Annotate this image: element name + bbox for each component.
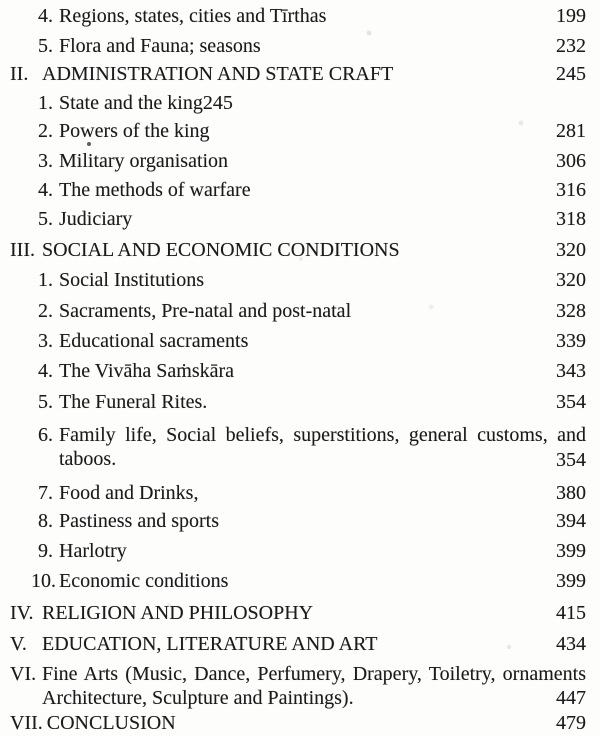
- entry-number: 8.: [38, 510, 53, 532]
- entry-page: 447: [556, 687, 586, 709]
- entry-page: 394: [556, 510, 586, 532]
- entry-number: 3.: [38, 150, 53, 172]
- entry-label: Flora and Fauna; seasons: [59, 35, 261, 57]
- entry-number: V.: [10, 633, 27, 655]
- entry-label: Economic conditions: [59, 570, 229, 592]
- entry-label: Powers of the king: [59, 120, 210, 142]
- entry-label: Food and Drinks,: [59, 482, 199, 504]
- entry-label: Judiciary: [59, 208, 133, 230]
- entry-number: 5.: [38, 208, 53, 230]
- toc-section-entry: [10, 238, 586, 262]
- toc-section-entry: [10, 601, 586, 625]
- toc-section-entry: [10, 62, 586, 86]
- entry-label-line2: Architecture, Sculpture and Paintings).: [42, 687, 354, 709]
- entry-label: State and the king245: [59, 92, 233, 114]
- entry-number: 4.: [38, 360, 53, 382]
- entry-page: 415: [556, 602, 586, 624]
- toc-section-entry-continuation: [42, 686, 586, 710]
- toc-section-entry-wrapped: [10, 662, 586, 686]
- entry-label: RELIGION AND PHILOSOPHY: [42, 602, 314, 624]
- entry-number: 10.: [31, 570, 56, 592]
- entry-page: 199: [556, 5, 586, 27]
- entry-number: 4.: [38, 179, 53, 201]
- entry-label: ADMINISTRATION AND STATE CRAFT: [42, 63, 394, 85]
- entry-page: 328: [556, 300, 586, 322]
- toc-section-entry: [10, 711, 586, 735]
- entry-page: 354: [556, 449, 586, 471]
- entry-label: Regions, states, cities and Tīrthas: [59, 5, 327, 27]
- entry-number: 2.: [38, 300, 53, 322]
- toc-section-entry: [10, 632, 586, 656]
- entry-number: 3.: [38, 330, 53, 352]
- toc-entry: [10, 481, 586, 505]
- entry-label: Harlotry: [59, 540, 127, 562]
- entry-page: 318: [556, 208, 586, 230]
- entry-page: 316: [556, 179, 586, 201]
- entry-page: 399: [556, 570, 586, 592]
- entry-number: VI.: [10, 663, 37, 685]
- entry-number: II.: [10, 63, 29, 85]
- entry-number: IV.: [10, 602, 34, 624]
- entry-label: Military organisation: [59, 150, 229, 172]
- toc-entry: [10, 4, 586, 28]
- entry-label: Family life, Social beliefs, superstitions, general customs, and taboos.: [59, 424, 586, 470]
- scan-noise: [0, 0, 2, 2]
- entry-number: 4.: [38, 5, 53, 27]
- entry-number: III.: [10, 239, 35, 261]
- entry-page: 232: [556, 35, 586, 57]
- entry-number: 9.: [38, 540, 53, 562]
- toc-entry: [10, 390, 586, 414]
- entry-number: 5.: [38, 35, 53, 57]
- toc-entry: [10, 91, 586, 115]
- entry-label: SOCIAL AND ECONOMIC CONDITIONS: [42, 239, 400, 261]
- entry-number: 1.: [38, 92, 53, 114]
- toc-entry-wrapped-page: [10, 448, 586, 472]
- entry-page: 434: [556, 633, 586, 655]
- toc-entry: [10, 329, 586, 353]
- entry-page: 380: [556, 482, 586, 504]
- entry-number: VII.: [10, 712, 43, 734]
- entry-page: 245: [556, 63, 586, 85]
- entry-number: 1.: [38, 269, 53, 291]
- toc-entry: [10, 268, 586, 292]
- entry-label: The methods of warfare: [59, 179, 251, 201]
- entry-page: 320: [556, 239, 586, 261]
- toc-entry: [10, 119, 586, 143]
- toc-entry: [10, 359, 586, 383]
- toc-entry: [10, 299, 586, 323]
- entry-number: 5.: [38, 391, 53, 413]
- entry-label: The Vivāha Saṁskāra: [59, 360, 235, 382]
- toc-entry: [10, 509, 586, 533]
- entry-page: 354: [556, 391, 586, 413]
- entry-page: 399: [556, 540, 586, 562]
- entry-number: 2.: [38, 120, 53, 142]
- entry-label-line1: Fine Arts (Music, Dance, Perfumery, Drapery, Toiletry, ornaments: [42, 663, 586, 685]
- toc-entry: [10, 149, 586, 173]
- entry-label: CONCLUSION: [46, 712, 176, 734]
- entry-page: 343: [556, 360, 586, 382]
- toc-entry: [10, 207, 586, 231]
- entry-label: Sacraments, Pre-natal and post-natal: [59, 300, 352, 322]
- entry-label: Educational sacraments: [59, 330, 249, 352]
- toc-entry: [10, 569, 586, 593]
- entry-label: Pastiness and sports: [59, 510, 219, 532]
- entry-page: 281: [556, 120, 586, 142]
- entry-page: 339: [556, 330, 586, 352]
- entry-number: 7.: [38, 482, 53, 504]
- entry-page: 320: [556, 269, 586, 291]
- entry-label: The Funeral Rites.: [59, 391, 208, 413]
- entry-page: 306: [556, 150, 586, 172]
- toc-entry: [10, 34, 586, 58]
- entry-number: 6.: [38, 424, 53, 446]
- entry-label: Social Institutions: [59, 269, 204, 291]
- entry-page: 479: [556, 712, 586, 734]
- toc-entry: [10, 178, 586, 202]
- toc-entry: [10, 539, 586, 563]
- entry-label: EDUCATION, LITERATURE AND ART: [42, 633, 378, 655]
